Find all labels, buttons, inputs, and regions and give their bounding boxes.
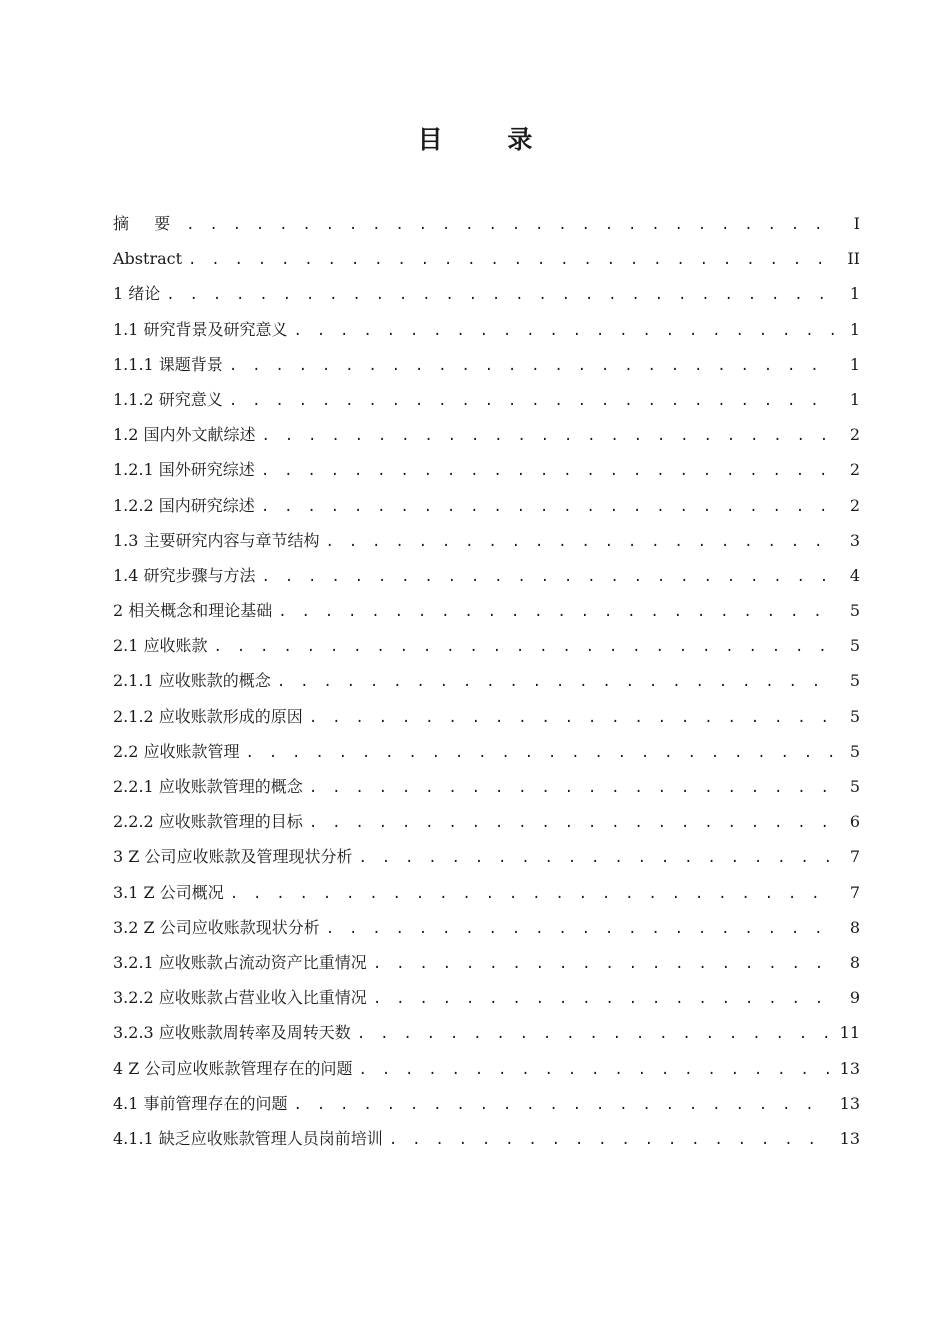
toc-list xyxy=(113,206,860,1156)
toc-entry-page: 5 xyxy=(849,777,860,796)
toc-dot-leader xyxy=(358,841,834,876)
toc-entry-page: 7 xyxy=(849,882,860,902)
toc-entry[interactable] xyxy=(113,699,860,734)
toc-entry-label: 3.1 Z 公司概况 xyxy=(113,882,224,902)
toc-dot-leader xyxy=(326,912,834,947)
toc-entry-page: 2 xyxy=(849,460,860,480)
toc-entry-page: II xyxy=(847,249,860,269)
toc-dot-leader xyxy=(373,947,834,982)
toc-entry-page: 2 xyxy=(849,425,860,445)
toc-dot-leader xyxy=(277,665,834,700)
toc-entry[interactable] xyxy=(113,769,860,804)
toc-entry-page: 3 xyxy=(849,530,860,550)
toc-entry-label: 摘 要 xyxy=(113,214,181,233)
toc-entry-label: 2.2.2 应收账款管理的目标 xyxy=(113,812,303,832)
toc-dot-leader xyxy=(326,525,834,560)
toc-entry[interactable] xyxy=(113,839,860,874)
toc-entry-label: 2.2.1 应收账款管理的概念 xyxy=(113,777,303,796)
toc-entry[interactable] xyxy=(113,523,860,558)
toc-entry[interactable] xyxy=(113,875,860,910)
toc-entry-page: 5 xyxy=(849,636,860,656)
toc-entry[interactable] xyxy=(113,452,860,487)
toc-dot-leader xyxy=(262,419,834,454)
toc-entry-page: 6 xyxy=(849,812,860,832)
toc-dot-leader xyxy=(309,806,834,841)
toc-entry-page: 2 xyxy=(849,495,860,515)
toc-entry-label: 3.2.3 应收账款周转率及周转天数 xyxy=(113,1023,351,1043)
toc-entry-page: 13 xyxy=(839,1058,860,1078)
toc-dot-leader xyxy=(294,314,834,349)
toc-entry-label: 1.3 主要研究内容与章节结构 xyxy=(113,530,320,550)
toc-entry[interactable] xyxy=(113,734,860,769)
toc-entry[interactable] xyxy=(113,910,860,945)
toc-entry-label: 2.2 应收账款管理 xyxy=(113,741,240,761)
toc-entry[interactable] xyxy=(113,980,860,1015)
toc-dot-leader xyxy=(166,278,834,313)
toc-entry-label: 3.2.1 应收账款占流动资产比重情况 xyxy=(113,952,367,972)
toc-entry[interactable] xyxy=(113,206,860,241)
toc-entry[interactable] xyxy=(113,1015,860,1050)
toc-entry-page: 5 xyxy=(849,741,860,761)
toc-entry-label: 4.1 事前管理存在的问题 xyxy=(113,1093,288,1113)
toc-entry[interactable] xyxy=(113,241,860,276)
toc-entry[interactable] xyxy=(113,804,860,839)
toc-entry-page: 11 xyxy=(839,1023,860,1043)
toc-dot-leader xyxy=(358,1053,829,1088)
toc-entry-label: 3 Z 公司应收账款及管理现状分析 xyxy=(113,847,353,867)
toc-dot-leader xyxy=(262,560,834,595)
toc-dot-leader xyxy=(373,982,834,1017)
toc-entry[interactable] xyxy=(113,347,860,382)
toc-dot-leader xyxy=(188,243,834,278)
toc-entry-page: 1 xyxy=(849,389,860,409)
toc-dot-leader xyxy=(230,877,834,912)
toc-entry-page: 8 xyxy=(849,917,860,937)
toc-dot-leader xyxy=(278,595,834,630)
toc-entry-label: 1.2 国内外文献综述 xyxy=(113,425,256,445)
toc-entry-page: 9 xyxy=(849,988,860,1008)
toc-dot-leader xyxy=(261,454,834,489)
toc-entry-page: 1 xyxy=(849,354,860,374)
toc-entry[interactable] xyxy=(113,417,860,452)
toc-entry[interactable] xyxy=(113,312,860,347)
toc-dot-leader xyxy=(309,701,834,736)
toc-entry-page: I xyxy=(853,214,860,233)
toc-entry-label: 1.1.2 研究意义 xyxy=(113,389,223,409)
toc-entry[interactable] xyxy=(113,1051,860,1086)
toc-entry-label: 2 相关概念和理论基础 xyxy=(113,601,273,621)
toc-dot-leader xyxy=(229,349,834,384)
toc-dot-leader xyxy=(261,490,834,525)
toc-entry[interactable] xyxy=(113,593,860,628)
toc-entry[interactable] xyxy=(113,488,860,523)
toc-entry[interactable] xyxy=(113,1086,860,1121)
toc-entry-label: 1.1 研究背景及研究意义 xyxy=(113,319,288,339)
toc-entry-label: 2.1.2 应收账款形成的原因 xyxy=(113,706,303,726)
toc-title: 目 录 xyxy=(417,125,561,154)
toc-entry[interactable] xyxy=(113,382,860,417)
toc-entry-page: 5 xyxy=(849,671,860,691)
toc-entry[interactable] xyxy=(113,1121,860,1156)
toc-dot-leader xyxy=(309,771,834,806)
toc-entry-page: 1 xyxy=(849,319,860,339)
toc-dot-leader xyxy=(186,208,834,243)
toc-entry-label: 2.1 应收账款 xyxy=(113,636,208,656)
toc-entry-label: 1.1.1 课题背景 xyxy=(113,354,223,374)
toc-entry[interactable] xyxy=(113,945,860,980)
toc-dot-leader xyxy=(229,384,834,419)
toc-entry[interactable] xyxy=(113,663,860,698)
toc-entry-label: 4.1.1 缺乏应收账款管理人员岗前培训 xyxy=(113,1128,383,1148)
toc-entry-label: 2.1.1 应收账款的概念 xyxy=(113,671,271,691)
toc-entry-label: 1 绪论 xyxy=(113,284,161,304)
toc-dot-leader xyxy=(389,1123,830,1158)
toc-dot-leader xyxy=(246,736,834,771)
toc-entry-page: 5 xyxy=(849,601,860,621)
toc-entry-page: 7 xyxy=(849,847,860,867)
toc-entry-page: 13 xyxy=(839,1128,860,1148)
toc-entry[interactable] xyxy=(113,628,860,663)
toc-dot-leader xyxy=(294,1088,830,1123)
toc-entry[interactable] xyxy=(113,558,860,593)
toc-entry-label: 3.2.2 应收账款占营业收入比重情况 xyxy=(113,988,367,1008)
toc-entry-label: 3.2 Z 公司应收账款现状分析 xyxy=(113,917,320,937)
toc-entry-label: 1.4 研究步骤与方法 xyxy=(113,565,256,585)
toc-entry-label: Abstract xyxy=(113,249,183,269)
toc-entry-label: 4 Z 公司应收账款管理存在的问题 xyxy=(113,1058,353,1078)
toc-dot-leader xyxy=(357,1017,830,1052)
toc-entry-page: 5 xyxy=(849,706,860,726)
toc-entry-page: 1 xyxy=(849,284,860,304)
toc-entry-page: 4 xyxy=(849,565,860,585)
toc-entry[interactable] xyxy=(113,276,860,311)
toc-entry-label: 1.2.1 国外研究综述 xyxy=(113,460,255,480)
toc-dot-leader xyxy=(214,630,834,665)
toc-entry-page: 8 xyxy=(849,952,860,972)
toc-entry-page: 13 xyxy=(839,1093,860,1113)
toc-entry-label: 1.2.2 国内研究综述 xyxy=(113,495,255,515)
